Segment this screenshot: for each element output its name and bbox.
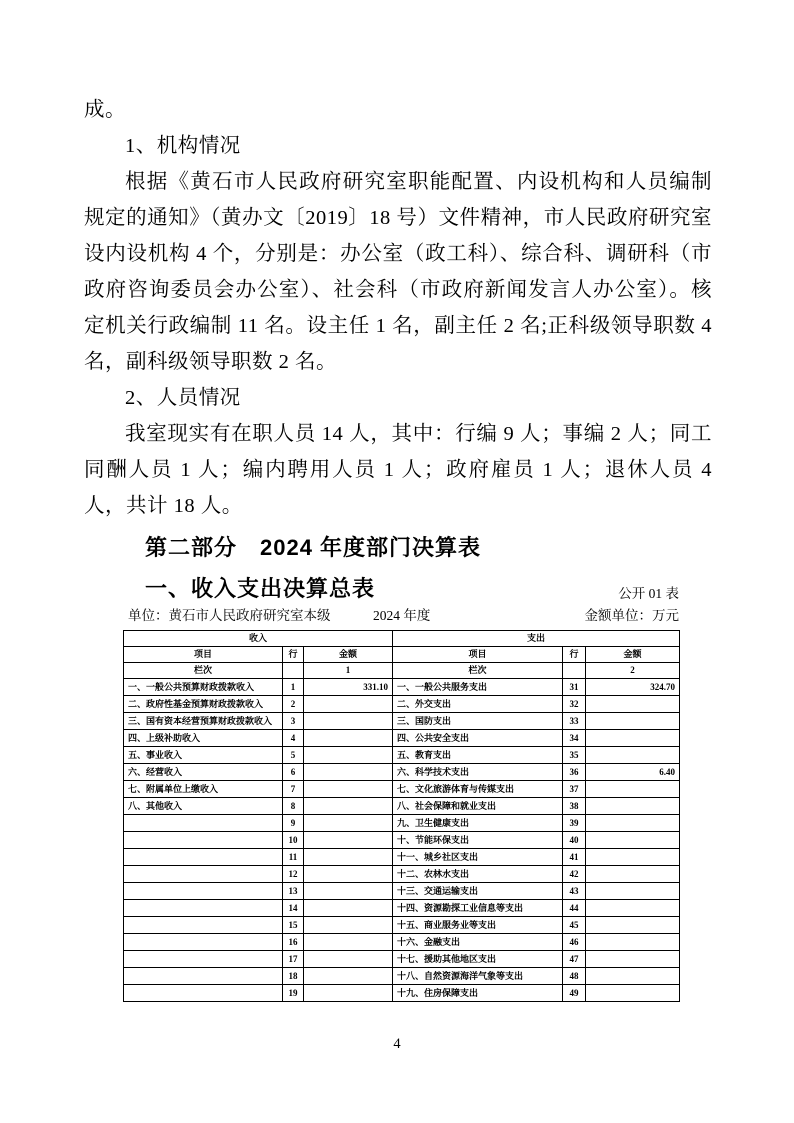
income-amount-cell — [304, 815, 393, 832]
expense-amount-cell — [586, 832, 680, 849]
table-body — [124, 679, 680, 1002]
table-row — [124, 951, 680, 968]
expense-line-number-cell: 38 — [563, 798, 586, 815]
expense-line-number-cell: 49 — [563, 985, 586, 1002]
expense-amount-cell — [586, 849, 680, 866]
income-amount-cell — [304, 951, 393, 968]
income-expense-summary-table — [123, 630, 680, 1002]
expense-line-number-cell: 43 — [563, 883, 586, 900]
table-group-header-row — [124, 631, 680, 647]
document-body — [84, 92, 712, 605]
subheading-organization: 1、机构情况 — [125, 135, 241, 157]
expense-line-number-cell: 41 — [563, 849, 586, 866]
table-meta-row — [123, 605, 679, 629]
expense-item-cell: 六、科学技术支出 — [393, 764, 563, 781]
income-line-number-cell: 11 — [283, 849, 304, 866]
income-amount-cell — [304, 900, 393, 917]
income-item-cell — [124, 951, 283, 968]
income-line-number-cell: 16 — [283, 934, 304, 951]
income-item-cell — [124, 900, 283, 917]
income-line-number-cell: 14 — [283, 900, 304, 917]
year-label: 2024 年度 — [373, 608, 431, 623]
income-line-number-cell: 19 — [283, 985, 304, 1002]
expense-line-number-cell: 46 — [563, 934, 586, 951]
expense-item-cell: 十六、金融支出 — [393, 934, 563, 951]
expense-line-number-cell: 45 — [563, 917, 586, 934]
income-line-number-cell: 17 — [283, 951, 304, 968]
expense-line-number-cell: 39 — [563, 815, 586, 832]
expense-amount-cell — [586, 730, 680, 747]
income-amount-cell — [304, 747, 393, 764]
income-line-number-cell: 6 — [283, 764, 304, 781]
table-row — [124, 764, 680, 781]
income-item-cell — [124, 849, 283, 866]
table-row — [124, 781, 680, 798]
expense-line-number-cell: 42 — [563, 866, 586, 883]
expense-item-cell: 九、卫生健康支出 — [393, 815, 563, 832]
expense-item-cell: 十二、农林水支出 — [393, 866, 563, 883]
expense-line-number-cell: 47 — [563, 951, 586, 968]
income-amount-cell — [304, 832, 393, 849]
income-amount-cell — [304, 798, 393, 815]
table-code-label: 公开 01 表 — [618, 586, 679, 601]
table-row — [124, 866, 680, 883]
expense-item-cell: 十七、援助其他地区支出 — [393, 951, 563, 968]
income-amount-cell — [304, 764, 393, 781]
expense-line-number-cell: 36 — [563, 764, 586, 781]
expense-item-cell: 十五、商业服务业等支出 — [393, 917, 563, 934]
income-amount-cell — [304, 696, 393, 713]
income-amount-cell — [304, 781, 393, 798]
income-item-cell: 八、其他收入 — [124, 798, 283, 815]
income-amount-cell — [304, 917, 393, 934]
expense-item-cell: 十四、资源勘探工业信息等支出 — [393, 900, 563, 917]
income-item-cell — [124, 832, 283, 849]
expense-amount-cell — [586, 696, 680, 713]
expense-item-cell: 十九、住房保障支出 — [393, 985, 563, 1002]
expense-group-header: 支出 — [393, 631, 680, 647]
income-column-number: 1 — [304, 663, 393, 679]
income-line-number-cell: 13 — [283, 883, 304, 900]
income-item-cell: 六、经营收入 — [124, 764, 283, 781]
income-item-cell: 一、一般公共预算财政拨款收入 — [124, 679, 283, 696]
income-amount-cell — [304, 713, 393, 730]
income-line-number-cell: 9 — [283, 815, 304, 832]
table-header — [124, 631, 680, 679]
income-item-cell — [124, 883, 283, 900]
income-amount-cell — [304, 934, 393, 951]
amount-unit-label: 金额单位：万元 — [584, 608, 679, 623]
expense-line-number-cell: 33 — [563, 713, 586, 730]
income-amount-cell — [304, 730, 393, 747]
income-amount-cell — [304, 968, 393, 985]
part2-heading: 第二部分 2024 年度部门决算表 — [145, 535, 482, 560]
income-item-cell — [124, 866, 283, 883]
income-item-cell — [124, 968, 283, 985]
expense-amount-cell — [586, 968, 680, 985]
expense-amount-cell — [586, 747, 680, 764]
expense-item-cell: 十八、自然资源海洋气象等支出 — [393, 968, 563, 985]
table-row — [124, 934, 680, 951]
income-item-cell — [124, 917, 283, 934]
income-group-header: 收入 — [124, 631, 393, 647]
expense-item-cell: 五、教育支出 — [393, 747, 563, 764]
expense-amount-col-header: 金额 — [586, 647, 680, 663]
income-item-cell: 三、国有资本经营预算财政拨款收入 — [124, 713, 283, 730]
income-line-number-cell: 5 — [283, 747, 304, 764]
expense-line-number-cell: 31 — [563, 679, 586, 696]
expense-amount-cell — [586, 713, 680, 730]
expense-amount-cell — [586, 900, 680, 917]
table-row — [124, 900, 680, 917]
income-lanci-line-cell — [283, 663, 304, 679]
expense-line-number-cell: 35 — [563, 747, 586, 764]
income-line-number-cell: 12 — [283, 866, 304, 883]
income-item-cell: 七、附属单位上缴收入 — [124, 781, 283, 798]
expense-line-number-cell: 40 — [563, 832, 586, 849]
expense-amount-cell: 324.70 — [586, 679, 680, 696]
paragraph-personnel-info: 我室现实有在职人员 14 人，其中：行编 9 人；事编 2 人；同工同酬人员 1 人；编内聘用人员 1 人；政府雇员 1 人；退休人员 4 人，共计 18 人。 — [84, 423, 712, 517]
expense-item-cell: 十、节能环保支出 — [393, 832, 563, 849]
expense-amount-cell — [586, 883, 680, 900]
table-row — [124, 917, 680, 934]
income-amount-cell — [304, 849, 393, 866]
income-line-number-cell: 8 — [283, 798, 304, 815]
expense-amount-cell: 6.40 — [586, 764, 680, 781]
income-line-col-header: 行 — [283, 647, 304, 663]
expense-line-col-header: 行 — [563, 647, 586, 663]
expense-item-cell: 八、社会保障和就业支出 — [393, 798, 563, 815]
expense-column-number: 2 — [586, 663, 680, 679]
page-number: 4 — [393, 1036, 401, 1052]
income-line-number-cell: 1 — [283, 679, 304, 696]
expense-amount-cell — [586, 951, 680, 968]
paragraph-tail: 成。 — [84, 99, 126, 121]
table-row — [124, 832, 680, 849]
expense-item-col-header: 项目 — [393, 647, 563, 663]
page-footer — [0, 1036, 794, 1053]
expense-item-cell: 十三、交通运输支出 — [393, 883, 563, 900]
expense-line-number-cell: 44 — [563, 900, 586, 917]
table-row — [124, 985, 680, 1002]
expense-amount-cell — [586, 781, 680, 798]
income-amount-cell — [304, 866, 393, 883]
table-row — [124, 968, 680, 985]
table-column-header-row — [124, 647, 680, 663]
income-amount-col-header: 金额 — [304, 647, 393, 663]
table-row — [124, 679, 680, 696]
income-line-number-cell: 2 — [283, 696, 304, 713]
table-row — [124, 815, 680, 832]
income-line-number-cell: 10 — [283, 832, 304, 849]
table-row — [124, 696, 680, 713]
table-row — [124, 798, 680, 815]
expense-lanci-label: 栏次 — [393, 663, 563, 679]
income-line-number-cell: 15 — [283, 917, 304, 934]
expense-amount-cell — [586, 815, 680, 832]
subheading-personnel: 2、人员情况 — [125, 387, 241, 409]
expense-amount-cell — [586, 866, 680, 883]
expense-line-number-cell: 48 — [563, 968, 586, 985]
expense-item-cell: 三、国防支出 — [393, 713, 563, 730]
expense-line-number-cell: 34 — [563, 730, 586, 747]
expense-item-cell: 十一、城乡社区支出 — [393, 849, 563, 866]
expense-amount-cell — [586, 917, 680, 934]
budget-table-section — [123, 585, 679, 1002]
income-line-number-cell: 7 — [283, 781, 304, 798]
expense-item-cell: 一、一般公共服务支出 — [393, 679, 563, 696]
expense-item-cell: 七、文化旅游体育与传媒支出 — [393, 781, 563, 798]
table-column-index-row — [124, 663, 680, 679]
expense-amount-cell — [586, 985, 680, 1002]
table-row — [124, 747, 680, 764]
income-amount-cell: 331.10 — [304, 679, 393, 696]
expense-line-number-cell: 32 — [563, 696, 586, 713]
unit-label: 单位：黄石市人民政府研究室本级 — [128, 608, 331, 623]
table-row — [124, 713, 680, 730]
income-item-cell: 二、政府性基金预算财政拨款收入 — [124, 696, 283, 713]
income-line-number-cell: 4 — [283, 730, 304, 747]
income-amount-cell — [304, 883, 393, 900]
expense-lanci-line-cell — [563, 663, 586, 679]
income-line-number-cell: 18 — [283, 968, 304, 985]
income-amount-cell — [304, 985, 393, 1002]
expense-line-number-cell: 37 — [563, 781, 586, 798]
table-row — [124, 730, 680, 747]
table-section-heading: 一、收入支出决算总表 — [145, 576, 376, 601]
income-line-number-cell: 3 — [283, 713, 304, 730]
table-row — [124, 883, 680, 900]
table-row — [124, 849, 680, 866]
expense-amount-cell — [586, 798, 680, 815]
income-lanci-label: 栏次 — [124, 663, 283, 679]
income-item-col-header: 项目 — [124, 647, 283, 663]
income-item-cell — [124, 815, 283, 832]
expense-amount-cell — [586, 934, 680, 951]
income-item-cell — [124, 934, 283, 951]
paragraph-organization-info: 根据《黄石市人民政府研究室职能配置、内设机构和人员编制规定的通知》（黄办文〔2019〕18 号）文件精神，市人民政府研究室设内设机构 4 个，分别是：办公室（政工科）、综合科、调研科（市政府咨询委员会办公室）、社会科（市政府新闻发言人办公室）。核定机关行政编制 11 名。设主任 1 名，副主任 2 名;正科级领导职数 4 名，副科级领导职数 2 名。 — [84, 171, 712, 373]
expense-item-cell: 二、外交支出 — [393, 696, 563, 713]
income-item-cell: 四、上级补助收入 — [124, 730, 283, 747]
income-item-cell: 五、事业收入 — [124, 747, 283, 764]
expense-item-cell: 四、公共安全支出 — [393, 730, 563, 747]
income-item-cell — [124, 985, 283, 1002]
